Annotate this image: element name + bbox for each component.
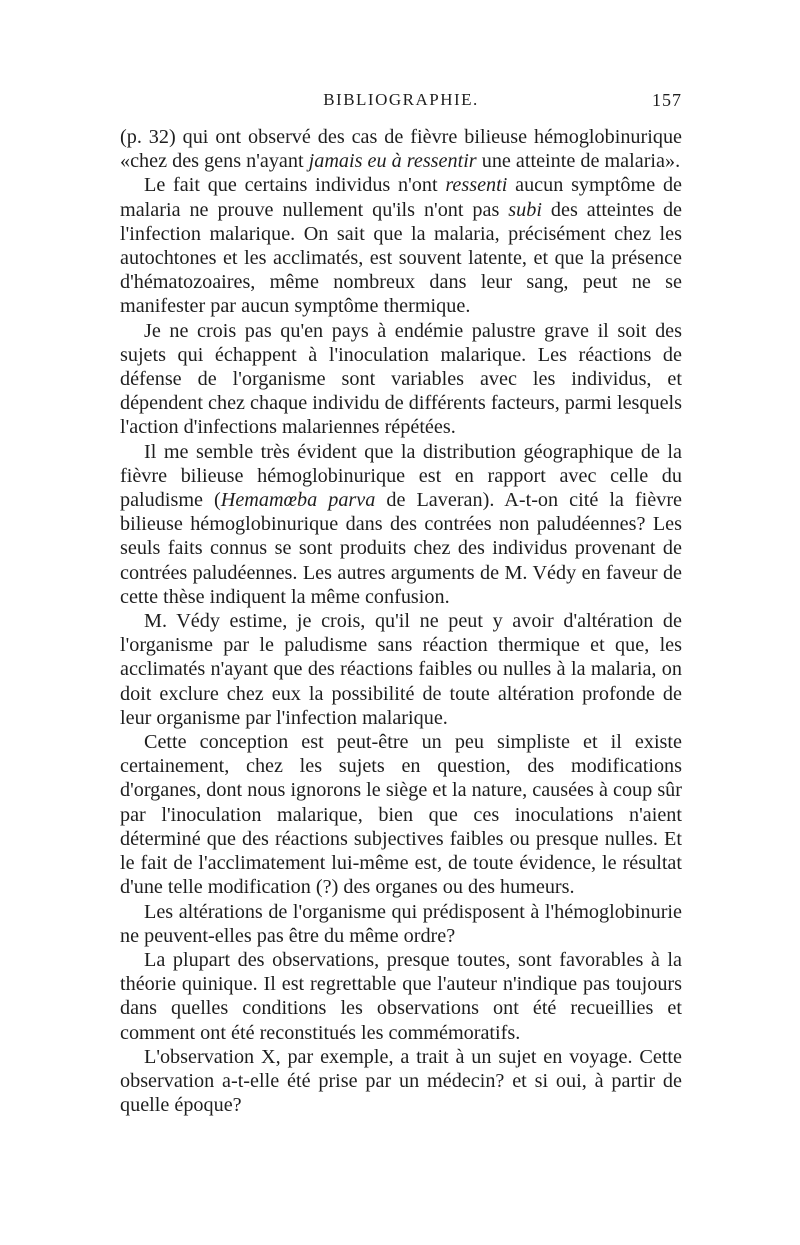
running-title: BIBLIOGRAPHIE. [323, 90, 479, 109]
text-segment: une atteinte de malaria». [476, 150, 681, 173]
paragraph [120, 440, 682, 609]
paragraph [120, 948, 682, 1045]
text-segment: Le fait que certains individus n'ont [144, 174, 446, 197]
italic-text: Hemamœba parva [220, 489, 376, 512]
text-segment: Cette conception est peut-être un peu simpliste et il existe certainement, chez les sujets en question, des modifications d'organes, dont nous ignorons le siège et la nature, causées à coup sûr par l'inoculation malarique, bien que ces inoculations n'aient déterminé que des réactions subjectives faibles ou presque nulles. Et le fait de l'acclimatement lui-même est, de toute évidence, le résultat d'une telle modification (?) des organes ou des humeurs. [120, 731, 682, 899]
italic-text: ressenti [445, 174, 508, 197]
paragraph [120, 173, 682, 318]
text-segment: de Laveran). A-t-on cité la fièvre bilieuse hémoglobinurique dans des contrées non paludéennes? Les seuls faits connus se sont produits chez des individus provenant de contrées paludéennes. Les autres arguments de M. Védy en faveur de cette thèse indiquent la même confusion. [120, 489, 683, 608]
paragraph [120, 319, 682, 440]
text-segment: des atteintes de l'infection malarique. On sait que la malaria, précisément chez les autochtones et les acclimatés, est souvent latente, et que la présence d'hématozoaires, même nombreux dans leur sang, peut ne se manifester par aucun symptôme thermique. [120, 198, 683, 318]
text-segment: M. Védy estime, je crois, qu'il ne peut y avoir d'altération de l'organisme par le paludisme sans réaction thermique et que, les acclimatés n'ayant que des réactions faibles ou nulles à la malaria, on doit exclure chez eux la possibilité de toute altération profonde de leur organisme par l'infection malarique. [120, 610, 682, 729]
text-segment: La plupart des observations, presque toutes, sont favorables à la théorie quinique. Il est regrettable que l'auteur n'indique pas toujours dans quelles conditions les observations ont été recueillies et comment ont été reconstitués les commémoratifs. [120, 948, 682, 1044]
italic-text: subi [508, 198, 542, 221]
paragraph [120, 730, 682, 899]
text-segment: aucun symptôme de malaria ne prouve nullement qu'ils n'ont pas [120, 174, 682, 221]
text-segment: (p. 32) qui ont observé des cas de fièvre bilieuse hémoglobinurique «chez des gens n'ayant [120, 126, 682, 173]
paragraph [120, 900, 682, 948]
text-segment: Il me semble très évident que la distribution géographique de la fièvre bilieuse hémoglobinurique est en rapport avec celle du paludisme ( [120, 440, 682, 512]
running-head [120, 88, 682, 116]
paragraph [120, 125, 682, 173]
paragraph [120, 1045, 682, 1118]
body-text [120, 125, 682, 1117]
text-segment: Les altérations de l'organisme qui prédisposent à l'hémoglobinurie ne peuvent-elles pas être du même ordre? [120, 900, 682, 947]
page-number: 157 [652, 90, 682, 110]
text-segment: Je ne crois pas qu'en pays à endémie palustre grave il soit des sujets qui échappent à l'inoculation malarique. Les réactions de défense de l'organisme sont variables avec les individus, et dépendent chez chaque individu de différents facteurs, parmi lesquels l'action d'infections malariennes répétées. [120, 319, 682, 439]
text-segment: L'observation X, par exemple, a trait à un sujet en voyage. Cette observation a-t-elle été prise par un médecin? et si oui, à partir de quelle époque? [120, 1045, 682, 1117]
italic-text: jamais eu à ressentir [308, 150, 477, 173]
paragraph [120, 609, 682, 730]
